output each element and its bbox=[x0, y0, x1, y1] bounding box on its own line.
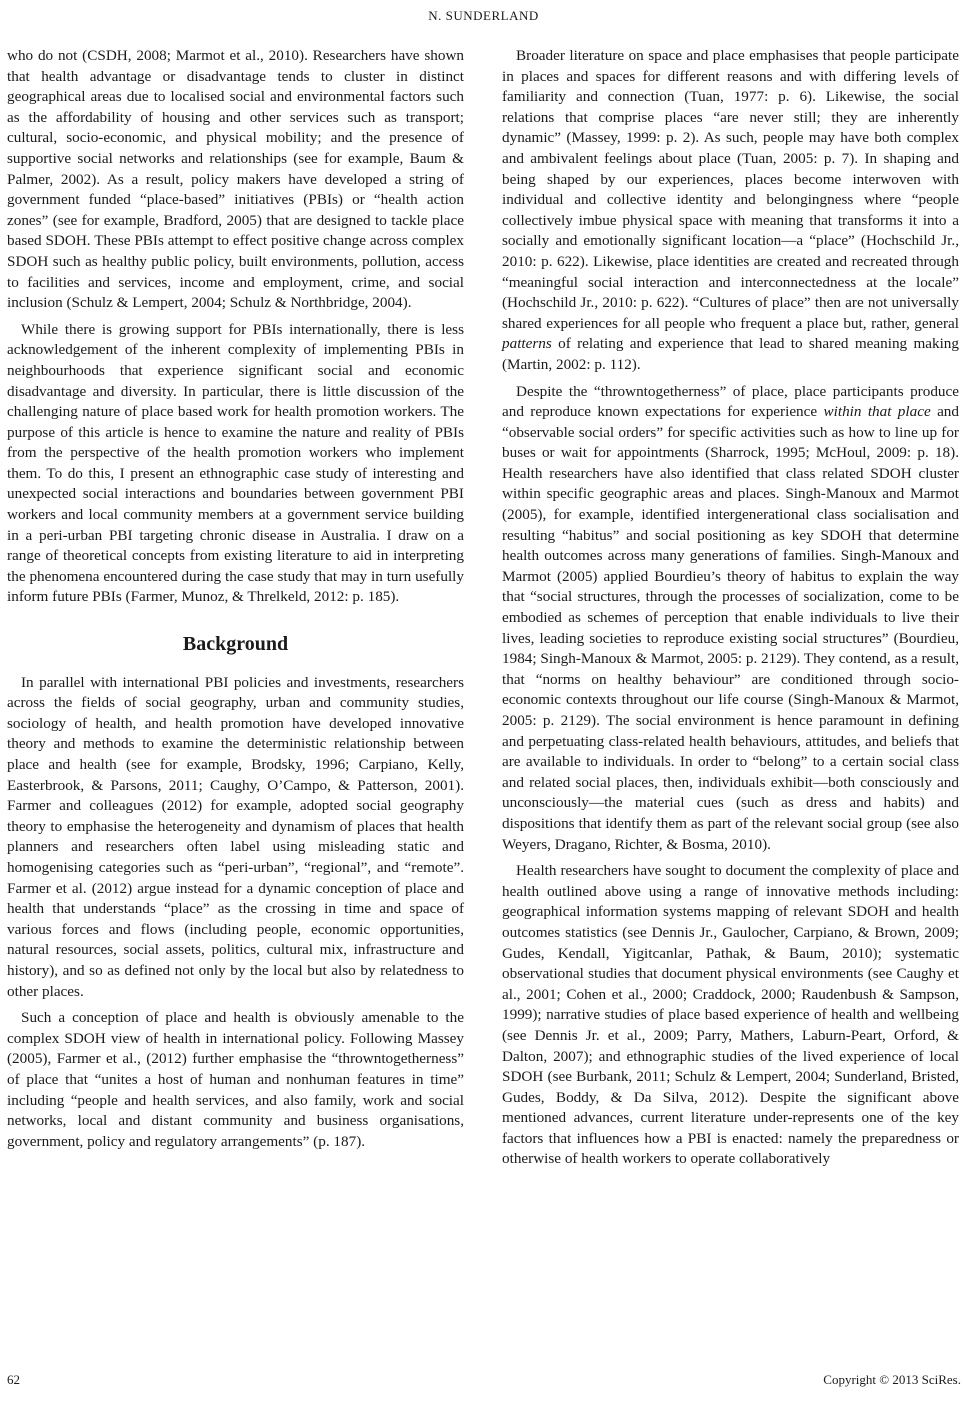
copyright: Copyright © 2013 SciRes. bbox=[823, 1372, 961, 1387]
section-heading: Background bbox=[182, 633, 289, 656]
paragraph: In parallel with international PBI policies and investments, researchers across the fields of social geography, urban and community studies, sociology of health, and health promotion have developed innovative theory and methods to examine the deterministic relationship between place and health (see for example, Brodsky, 1996; Carpiano, Kelly, Easterbrook, & Parsons, 2011; Caughy, O’Campo, & Patterson, 2001). Farmer and colleagues (2012) for example, adopted social geography theory to emphasise the heterogeneity and dynamism of places that health planners and researchers often label using misleading static and homogenising categories such as “peri-urban”, “regional”, and “remote”. Farmer et al. (2012) argue instead for a dynamic conception of place and health that understands “place” as the crossing in time and space of various forces and flows (including people, economic opportunities, natural resources, social assets, politics, cultural mix, infrastructure and history), and so as defined not only by the local but also by relatedness to other places. bbox=[7, 673, 464, 1000]
left-column bbox=[7, 46, 464, 1158]
emphasis: patterns bbox=[502, 335, 552, 353]
text-run: and “observable social orders” for specific activities such as how to line up for buses or wait for appointments (Sharrock, 1995; McHoul, 2009: p. 18). Health researchers have also identified that class related SDOH cluster within specific geographic areas and places. Singh-Manoux and Marmot (2005), for example, identified intergenerational class socialisation and resulting “habitus” and social positioning as key SDOH that determine health outcomes across many generations of families. Singh-Manoux and Marmot (2005) applied Bourdieu’s theory of habitus to explain the way that “social structures, through the processes of socialization, come to be embodied as schemes of perception that enable individuals to live their lives, leading societies to reproduce existing social structures” (Bourdieu, 1984; Singh-Manoux & Marmot, 2005: p. 2129). They contend, as a result, that “norms on healthy behaviour” are conditioned through socio-economic contexts throughout our life course (Singh-Manoux & Marmot, 2005: p. 2129). The social environment is hence paramount in defining and perpetuating class-related health behaviours, attitudes, and beliefs that are available to individuals. In order to “belong” to a certain social class and related social places, then, individuals exhibit—both consciously and unconsciously—the material cues (such as dress and habits) and dispositions that identify them as part of the relevant social group (see also Weyers, Dragano, Richter, & Bosma, 2010). bbox=[502, 403, 959, 853]
text-run: Broader literature on space and place emphasises that people participate in places and spaces for different reasons and with differing levels of familiarity and connection (Tuan, 1977: p. 6). Likewise, the social relations that comprise places “are never still; they are inherently dynamic” (Massey, 1999: p. 2). As such, people may have both complex and ambivalent feelings about place (Tuan, 2005: p. 7). In shaping and being shaped by our experiences, places become interwoven with individual and collective identity and belongingness where “people collectively imbue physical space with meaning that transforms it into a socially and emotionally significant location—a “place” (Hochschild Jr., 2010: p. 622). Likewise, place identities are created and recreated through “meaningful social interaction and interconnectedness at the locale” (Hochschild Jr., 2010: p. 622). “Cultures of place” then are not universally shared experiences for all people who frequent a place but, rather, general bbox=[502, 47, 959, 332]
text-run: Despite the “throwntogetherness” of place, place participants produce and reproduce known expectations for experience bbox=[502, 382, 959, 421]
right-column bbox=[502, 46, 959, 1176]
running-head: N. SUNDERLAND bbox=[428, 8, 539, 23]
paragraph: Health researchers have sought to document the complexity of place and health outlined above using a range of innovative methods including: geographical information systems mapping of relevant SDOH and health outcomes statistics (see Dennis Jr., Gaulocher, Carpiano, & Brown, 2009; Gudes, Kendall, Yigitcanlar, Pathak, & Baum, 2010); systematic observational studies that document physical environments (see Caughy et al., 2001; Cohen et al., 2000; Craddock, 2000; Raudenbush & Sampson, 1999); narrative studies of place based experience of health and wellbeing (see Dennis Jr. et al., 2009; Parry, Mathers, Laburn-Peart, Orford, & Dalton, 2007); and ethnographic studies of the lived experience of local SDOH (see Burbank, 2011; Schulz & Lempert, 2004; Sunderland, Bristed, Gudes, Boddy, & Da Silva, 2012). Despite the significant above mentioned advances, current literature under-represents one of the key factors that influences how a PBI is enacted: namely the preparedness or otherwise of health workers to operate collaboratively bbox=[502, 862, 959, 1168]
paragraph: who do not (CSDH, 2008; Marmot et al., 2010). Researchers have shown that health advantage or disadvantage tends to cluster in distinct geographical areas due to localised social and environmental factors such as the affordability of housing and other services such as transport; cultural, socio-economic, and physical mobility; and the presence of supportive social networks and relationships (see for example, Baum & Palmer, 2002). As a result, policy makers have developed a string of government funded “place-based” initiatives (PBIs) or “health action zones” (see for example, Bradford, 2005) that are designed to tackle place based SDOH. These PBIs attempt to effect positive change across complex SDOH such as healthy public policy, built environments, pollution, access to facilities and services, income and employment, crime, and social inclusion (Schulz & Lempert, 2004; Schulz & Northbridge, 2004). bbox=[7, 47, 464, 312]
emphasis: within that place bbox=[823, 403, 931, 421]
text-run: of relating and experience that lead to shared meaning making (Martin, 2002: p. 112). bbox=[502, 335, 959, 373]
paragraph: While there is growing support for PBIs internationally, there is less acknowledgement of the inherent complexity of implementing PBIs in neighbourhoods that experience significant social and economic disadvantage and diversity. In particular, there is little discussion of the challenging nature of place based work for health promotion workers. The purpose of this article is hence to examine the nature and reality of PBIs from the perspective of the health promotion workers who implement them. To do this, I present an ethnographic case study of interesting and unexpected social interactions and boundaries between government PBI workers and local community members at a government service building in a peri-urban PBI targeting chronic disease in Australia. I draw on a range of theoretical concepts from existing literature to aid in interpreting the phenomena encountered during the case study that may in turn usefully inform future PBIs (Farmer, Munoz, & Threlkeld, 2012: p. 185). bbox=[7, 320, 464, 606]
paragraph bbox=[502, 46, 959, 376]
page-number: 62 bbox=[7, 1372, 20, 1387]
paragraph bbox=[502, 382, 959, 856]
paragraph: Such a conception of place and health is obviously amenable to the complex SDOH view of health in international policy. Following Massey (2005), Farmer et al., (2012) further emphasise the “throwntogetherness” of place that “unites a host of human and nonhuman features in time” including “people and health services, and also family, work and social networks, local and distant community and business organisations, government, policy and regulatory arrangements” (p. 187). bbox=[7, 1009, 464, 1150]
